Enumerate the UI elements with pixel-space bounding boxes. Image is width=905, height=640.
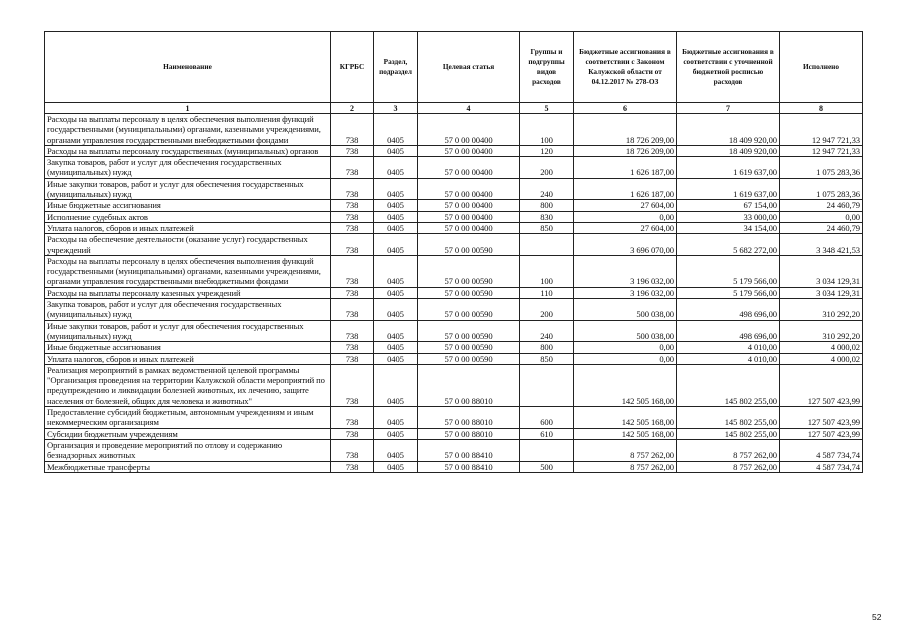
- cell-name: Расходы на обеспечение деятельности (оказание услуг) государственных учреждений: [45, 234, 331, 256]
- cell-expense-group: 600: [520, 407, 574, 429]
- column-number-row: [45, 103, 863, 114]
- table-row: [45, 287, 863, 298]
- cell-section: 0405: [374, 114, 418, 146]
- cell-refined-allocation: 145 802 255,00: [677, 428, 780, 439]
- cell-name: Предоставление субсидий бюджетным, автономным учреждениям и иным некоммерческим организациям: [45, 407, 331, 429]
- cell-kgrbs: 738: [331, 299, 374, 321]
- cell-expense-group: 500: [520, 461, 574, 472]
- cell-refined-allocation: 34 154,00: [677, 222, 780, 233]
- cell-refined-allocation: 498 696,00: [677, 299, 780, 321]
- table-row: [45, 364, 863, 406]
- table-row: [45, 114, 863, 146]
- header-section: Раздел, подраздел: [374, 32, 418, 103]
- cell-expense-group: 830: [520, 211, 574, 222]
- column-number: 7: [677, 103, 780, 114]
- header-law-allocations: Бюджетные ассигнования в соответствии с Законом Калужской области от 04.12.2017 № 278-ОЗ: [574, 32, 677, 103]
- cell-refined-allocation: 5 682 272,00: [677, 234, 780, 256]
- cell-law-allocation: 3 696 070,00: [574, 234, 677, 256]
- cell-expense-group: 100: [520, 114, 574, 146]
- cell-expense-group: 200: [520, 299, 574, 321]
- cell-section: 0405: [374, 145, 418, 156]
- cell-law-allocation: 142 505 168,00: [574, 364, 677, 406]
- page-number: 52: [872, 612, 882, 622]
- table-row: [45, 439, 863, 461]
- column-number: 4: [418, 103, 520, 114]
- cell-law-allocation: 27 604,00: [574, 222, 677, 233]
- cell-name: Расходы на выплаты персоналу в целях обеспечения выполнения функций государственными (муниципальными) органами, казенными учреждениями, органами управления государственными внебюджетными фондами: [45, 114, 331, 146]
- cell-refined-allocation: 1 619 637,00: [677, 178, 780, 200]
- cell-section: 0405: [374, 439, 418, 461]
- cell-law-allocation: 500 038,00: [574, 320, 677, 342]
- cell-section: 0405: [374, 222, 418, 233]
- cell-section: 0405: [374, 234, 418, 256]
- cell-executed: 1 075 283,36: [780, 178, 863, 200]
- cell-law-allocation: 1 626 187,00: [574, 178, 677, 200]
- cell-law-allocation: 18 726 209,00: [574, 114, 677, 146]
- cell-expense-group: [520, 234, 574, 256]
- column-number: 2: [331, 103, 374, 114]
- cell-kgrbs: 738: [331, 255, 374, 287]
- budget-document: [44, 31, 862, 473]
- header-kgrbs: КГРБС: [331, 32, 374, 103]
- column-number: 3: [374, 103, 418, 114]
- cell-executed: 4 000,02: [780, 342, 863, 353]
- cell-kgrbs: 738: [331, 320, 374, 342]
- cell-executed: 3 034 129,31: [780, 287, 863, 298]
- cell-expense-group: 800: [520, 342, 574, 353]
- cell-refined-allocation: 8 757 262,00: [677, 439, 780, 461]
- cell-kgrbs: 738: [331, 364, 374, 406]
- cell-executed: 12 947 721,33: [780, 145, 863, 156]
- cell-expense-group: [520, 364, 574, 406]
- cell-section: 0405: [374, 211, 418, 222]
- cell-expense-group: 850: [520, 353, 574, 364]
- cell-law-allocation: 27 604,00: [574, 200, 677, 211]
- cell-law-allocation: 0,00: [574, 342, 677, 353]
- cell-target: 57 0 00 00590: [418, 255, 520, 287]
- cell-executed: 1 075 283,36: [780, 157, 863, 179]
- cell-kgrbs: 738: [331, 342, 374, 353]
- table-row: [45, 255, 863, 287]
- cell-section: 0405: [374, 364, 418, 406]
- cell-section: 0405: [374, 255, 418, 287]
- cell-expense-group: 240: [520, 178, 574, 200]
- cell-expense-group: 610: [520, 428, 574, 439]
- cell-target: 57 0 00 88410: [418, 461, 520, 472]
- budget-table: [44, 31, 863, 473]
- cell-target: 57 0 00 88010: [418, 364, 520, 406]
- column-number: 5: [520, 103, 574, 114]
- cell-target: 57 0 00 00590: [418, 234, 520, 256]
- cell-section: 0405: [374, 320, 418, 342]
- cell-section: 0405: [374, 353, 418, 364]
- table-row: [45, 200, 863, 211]
- cell-name: Организация и проведение мероприятий по отлову и содержанию безнадзорных животных: [45, 439, 331, 461]
- cell-target: 57 0 00 00400: [418, 145, 520, 156]
- cell-law-allocation: 8 757 262,00: [574, 461, 677, 472]
- table-header-row: [45, 32, 863, 103]
- cell-expense-group: [520, 439, 574, 461]
- cell-kgrbs: 738: [331, 439, 374, 461]
- cell-expense-group: 100: [520, 255, 574, 287]
- cell-executed: 3 034 129,31: [780, 255, 863, 287]
- cell-expense-group: 120: [520, 145, 574, 156]
- cell-section: 0405: [374, 178, 418, 200]
- cell-executed: 24 460,79: [780, 222, 863, 233]
- cell-kgrbs: 738: [331, 222, 374, 233]
- cell-name: Межбюджетные трансферты: [45, 461, 331, 472]
- cell-target: 57 0 00 00400: [418, 211, 520, 222]
- cell-kgrbs: 738: [331, 407, 374, 429]
- cell-expense-group: 240: [520, 320, 574, 342]
- cell-target: 57 0 00 00400: [418, 222, 520, 233]
- cell-target: 57 0 00 00590: [418, 342, 520, 353]
- cell-section: 0405: [374, 342, 418, 353]
- cell-refined-allocation: 18 409 920,00: [677, 114, 780, 146]
- cell-refined-allocation: 18 409 920,00: [677, 145, 780, 156]
- cell-name: Иные закупки товаров, работ и услуг для обеспечения государственных (муниципальных) нужд: [45, 320, 331, 342]
- cell-target: 57 0 00 00400: [418, 157, 520, 179]
- table-row: [45, 222, 863, 233]
- cell-section: 0405: [374, 200, 418, 211]
- cell-name: Иные закупки товаров, работ и услуг для обеспечения государственных (муниципальных) нужд: [45, 178, 331, 200]
- cell-target: 57 0 00 00590: [418, 320, 520, 342]
- table-row: [45, 178, 863, 200]
- cell-law-allocation: 500 038,00: [574, 299, 677, 321]
- cell-executed: 4 000,02: [780, 353, 863, 364]
- cell-expense-group: 850: [520, 222, 574, 233]
- cell-refined-allocation: 145 802 255,00: [677, 407, 780, 429]
- cell-target: 57 0 00 88410: [418, 439, 520, 461]
- cell-refined-allocation: 67 154,00: [677, 200, 780, 211]
- table-row: [45, 299, 863, 321]
- cell-section: 0405: [374, 299, 418, 321]
- table-row: [45, 211, 863, 222]
- cell-refined-allocation: 5 179 566,00: [677, 287, 780, 298]
- cell-executed: 127 507 423,99: [780, 407, 863, 429]
- cell-section: 0405: [374, 407, 418, 429]
- cell-name: Иные бюджетные ассигнования: [45, 200, 331, 211]
- header-executed: Исполнено: [780, 32, 863, 103]
- cell-kgrbs: 738: [331, 157, 374, 179]
- cell-target: 57 0 00 00400: [418, 200, 520, 211]
- cell-name: Уплата налогов, сборов и иных платежей: [45, 353, 331, 364]
- cell-executed: 3 348 421,53: [780, 234, 863, 256]
- cell-kgrbs: 738: [331, 114, 374, 146]
- cell-target: 57 0 00 00590: [418, 353, 520, 364]
- cell-kgrbs: 738: [331, 287, 374, 298]
- cell-expense-group: 110: [520, 287, 574, 298]
- table-body: [45, 114, 863, 473]
- cell-name: Исполнение судебных актов: [45, 211, 331, 222]
- table-row: [45, 234, 863, 256]
- cell-refined-allocation: 145 802 255,00: [677, 364, 780, 406]
- cell-kgrbs: 738: [331, 211, 374, 222]
- cell-name: Расходы на выплаты персоналу государственных (муниципальных) органов: [45, 145, 331, 156]
- cell-executed: 127 507 423,99: [780, 364, 863, 406]
- header-target: Целевая статья: [418, 32, 520, 103]
- cell-name: Уплата налогов, сборов и иных платежей: [45, 222, 331, 233]
- header-name: Наименование: [45, 32, 331, 103]
- cell-executed: 4 587 734,74: [780, 439, 863, 461]
- cell-refined-allocation: 4 010,00: [677, 353, 780, 364]
- cell-kgrbs: 738: [331, 353, 374, 364]
- column-number: 8: [780, 103, 863, 114]
- cell-law-allocation: 0,00: [574, 211, 677, 222]
- cell-law-allocation: 3 196 032,00: [574, 255, 677, 287]
- cell-name: Иные бюджетные ассигнования: [45, 342, 331, 353]
- table-row: [45, 342, 863, 353]
- cell-expense-group: 800: [520, 200, 574, 211]
- cell-target: 57 0 00 88010: [418, 407, 520, 429]
- cell-refined-allocation: 498 696,00: [677, 320, 780, 342]
- table-row: [45, 145, 863, 156]
- cell-refined-allocation: 5 179 566,00: [677, 255, 780, 287]
- cell-executed: 0,00: [780, 211, 863, 222]
- cell-target: 57 0 00 00400: [418, 114, 520, 146]
- cell-target: 57 0 00 00400: [418, 178, 520, 200]
- header-refined-allocations: Бюджетные ассигнования в соответствии с уточненной бюджетной росписью расходов: [677, 32, 780, 103]
- cell-target: 57 0 00 00590: [418, 287, 520, 298]
- cell-executed: 12 947 721,33: [780, 114, 863, 146]
- table-row: [45, 428, 863, 439]
- cell-target: 57 0 00 00590: [418, 299, 520, 321]
- cell-name: Закупка товаров, работ и услуг для обеспечения государственных (муниципальных) нужд: [45, 299, 331, 321]
- cell-executed: 127 507 423,99: [780, 428, 863, 439]
- cell-law-allocation: 8 757 262,00: [574, 439, 677, 461]
- table-row: [45, 320, 863, 342]
- cell-name: Расходы на выплаты персоналу в целях обеспечения выполнения функций государственными (муниципальными) органами, казенными учреждениями, органами управления государственными внебюджетными фондами: [45, 255, 331, 287]
- cell-kgrbs: 738: [331, 461, 374, 472]
- cell-name: Реализация мероприятий в рамках ведомственной целевой программы "Организация проведения на территории Калужской области мероприятий по предупреждению и ликвидации болезней животных, их лечению, защите населения от болезней, общих для человека и животных": [45, 364, 331, 406]
- table-row: [45, 407, 863, 429]
- cell-expense-group: 200: [520, 157, 574, 179]
- cell-law-allocation: 1 626 187,00: [574, 157, 677, 179]
- cell-refined-allocation: 4 010,00: [677, 342, 780, 353]
- column-number: 1: [45, 103, 331, 114]
- table-row: [45, 157, 863, 179]
- cell-kgrbs: 738: [331, 200, 374, 211]
- cell-section: 0405: [374, 428, 418, 439]
- cell-refined-allocation: 8 757 262,00: [677, 461, 780, 472]
- cell-target: 57 0 00 88010: [418, 428, 520, 439]
- cell-section: 0405: [374, 157, 418, 179]
- cell-law-allocation: 142 505 168,00: [574, 428, 677, 439]
- table-row: [45, 353, 863, 364]
- cell-law-allocation: 3 196 032,00: [574, 287, 677, 298]
- cell-executed: 4 587 734,74: [780, 461, 863, 472]
- cell-law-allocation: 142 505 168,00: [574, 407, 677, 429]
- cell-section: 0405: [374, 461, 418, 472]
- cell-executed: 310 292,20: [780, 320, 863, 342]
- cell-section: 0405: [374, 287, 418, 298]
- cell-kgrbs: 738: [331, 234, 374, 256]
- cell-kgrbs: 738: [331, 178, 374, 200]
- column-number: 6: [574, 103, 677, 114]
- cell-name: Расходы на выплаты персоналу казенных учреждений: [45, 287, 331, 298]
- cell-refined-allocation: 33 000,00: [677, 211, 780, 222]
- cell-law-allocation: 18 726 209,00: [574, 145, 677, 156]
- cell-executed: 310 292,20: [780, 299, 863, 321]
- cell-executed: 24 460,79: [780, 200, 863, 211]
- cell-refined-allocation: 1 619 637,00: [677, 157, 780, 179]
- cell-kgrbs: 738: [331, 428, 374, 439]
- cell-name: Закупка товаров, работ и услуг для обеспечения государственных (муниципальных) нужд: [45, 157, 331, 179]
- header-expense-groups: Группы и подгруппы видов расходов: [520, 32, 574, 103]
- cell-law-allocation: 0,00: [574, 353, 677, 364]
- table-row: [45, 461, 863, 472]
- cell-kgrbs: 738: [331, 145, 374, 156]
- cell-name: Субсидии бюджетным учреждениям: [45, 428, 331, 439]
